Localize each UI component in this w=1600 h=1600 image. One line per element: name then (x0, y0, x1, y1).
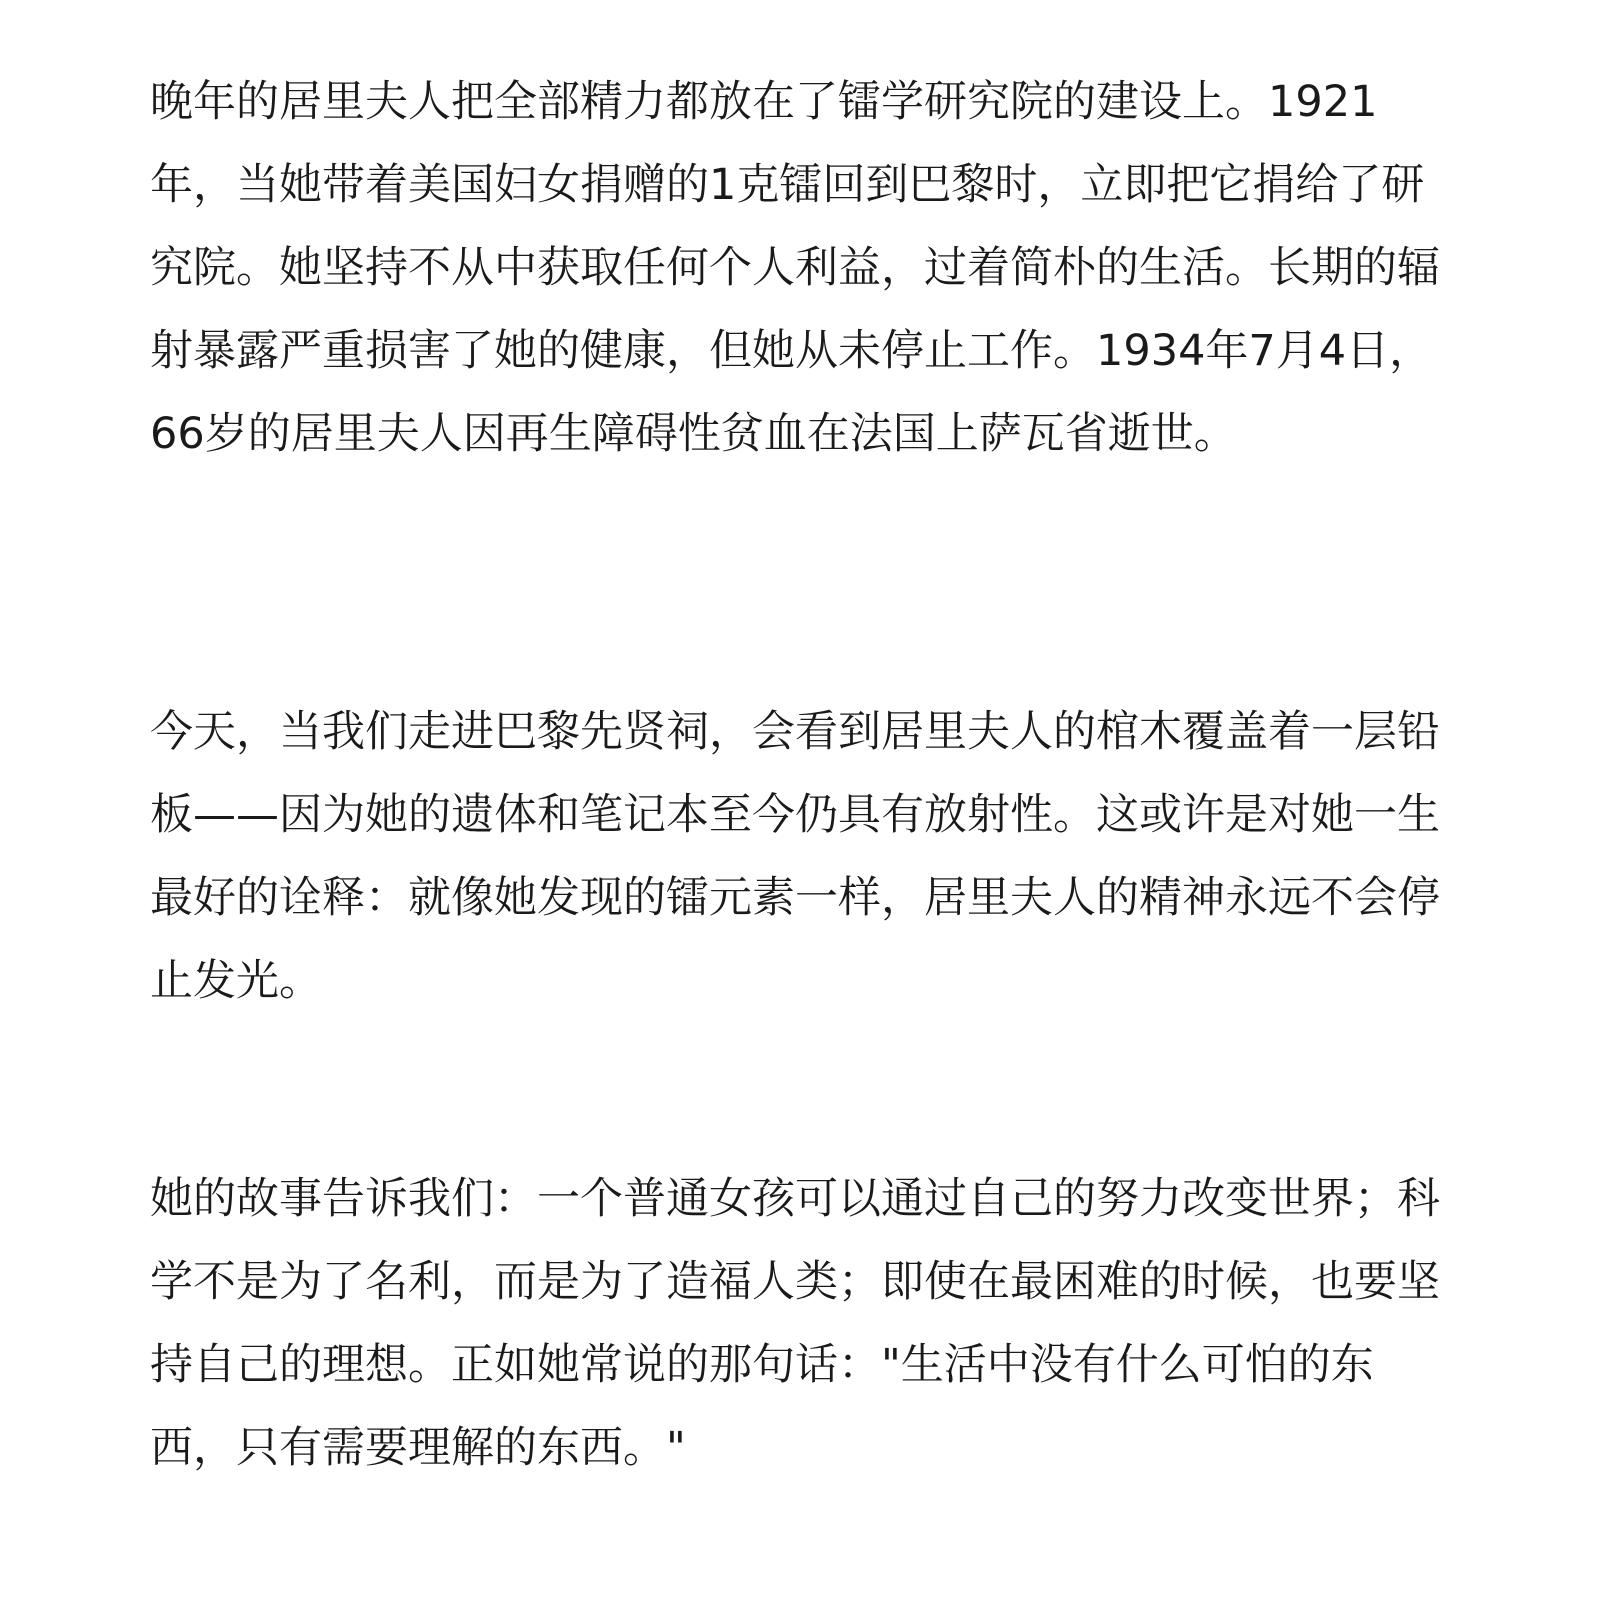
paragraph-pantheon: 今天，当我们走进巴黎先贤祠，会看到居里夫人的棺木覆盖着一层铅板——因为她的遗体和笔记本至今仍具有放射性。这或许是对她一生最好的诠释：就像她发现的镭元素一样，居里夫人的精神永远不会停止发光。 (150, 707, 1440, 1006)
paragraph-later-years: 晚年的居里夫人把全部精力都放在了镭学研究院的建设上。1921年，当她带着美国妇女捐赠的1克镭回到巴黎时，立即把它捐给了研究院。她坚持不从中获取任何个人利益，过着简朴的生活。长期的辐射暴露严重损害了她的健康，但她从未停止工作。1934年7月4日，66岁的居里夫人因再生障碍性贫血在法国上萨瓦省逝世。 (150, 77, 1440, 459)
paragraph-legacy-quote: 她的故事告诉我们：一个普通女孩可以通过自己的努力改变世界；科学不是为了名利，而是为了造福人类；即使在最困难的时候，也要坚持自己的理想。正如她常说的那句话："生活中没有什么可怕的东西，只有需要理解的东西。" (150, 1174, 1440, 1473)
